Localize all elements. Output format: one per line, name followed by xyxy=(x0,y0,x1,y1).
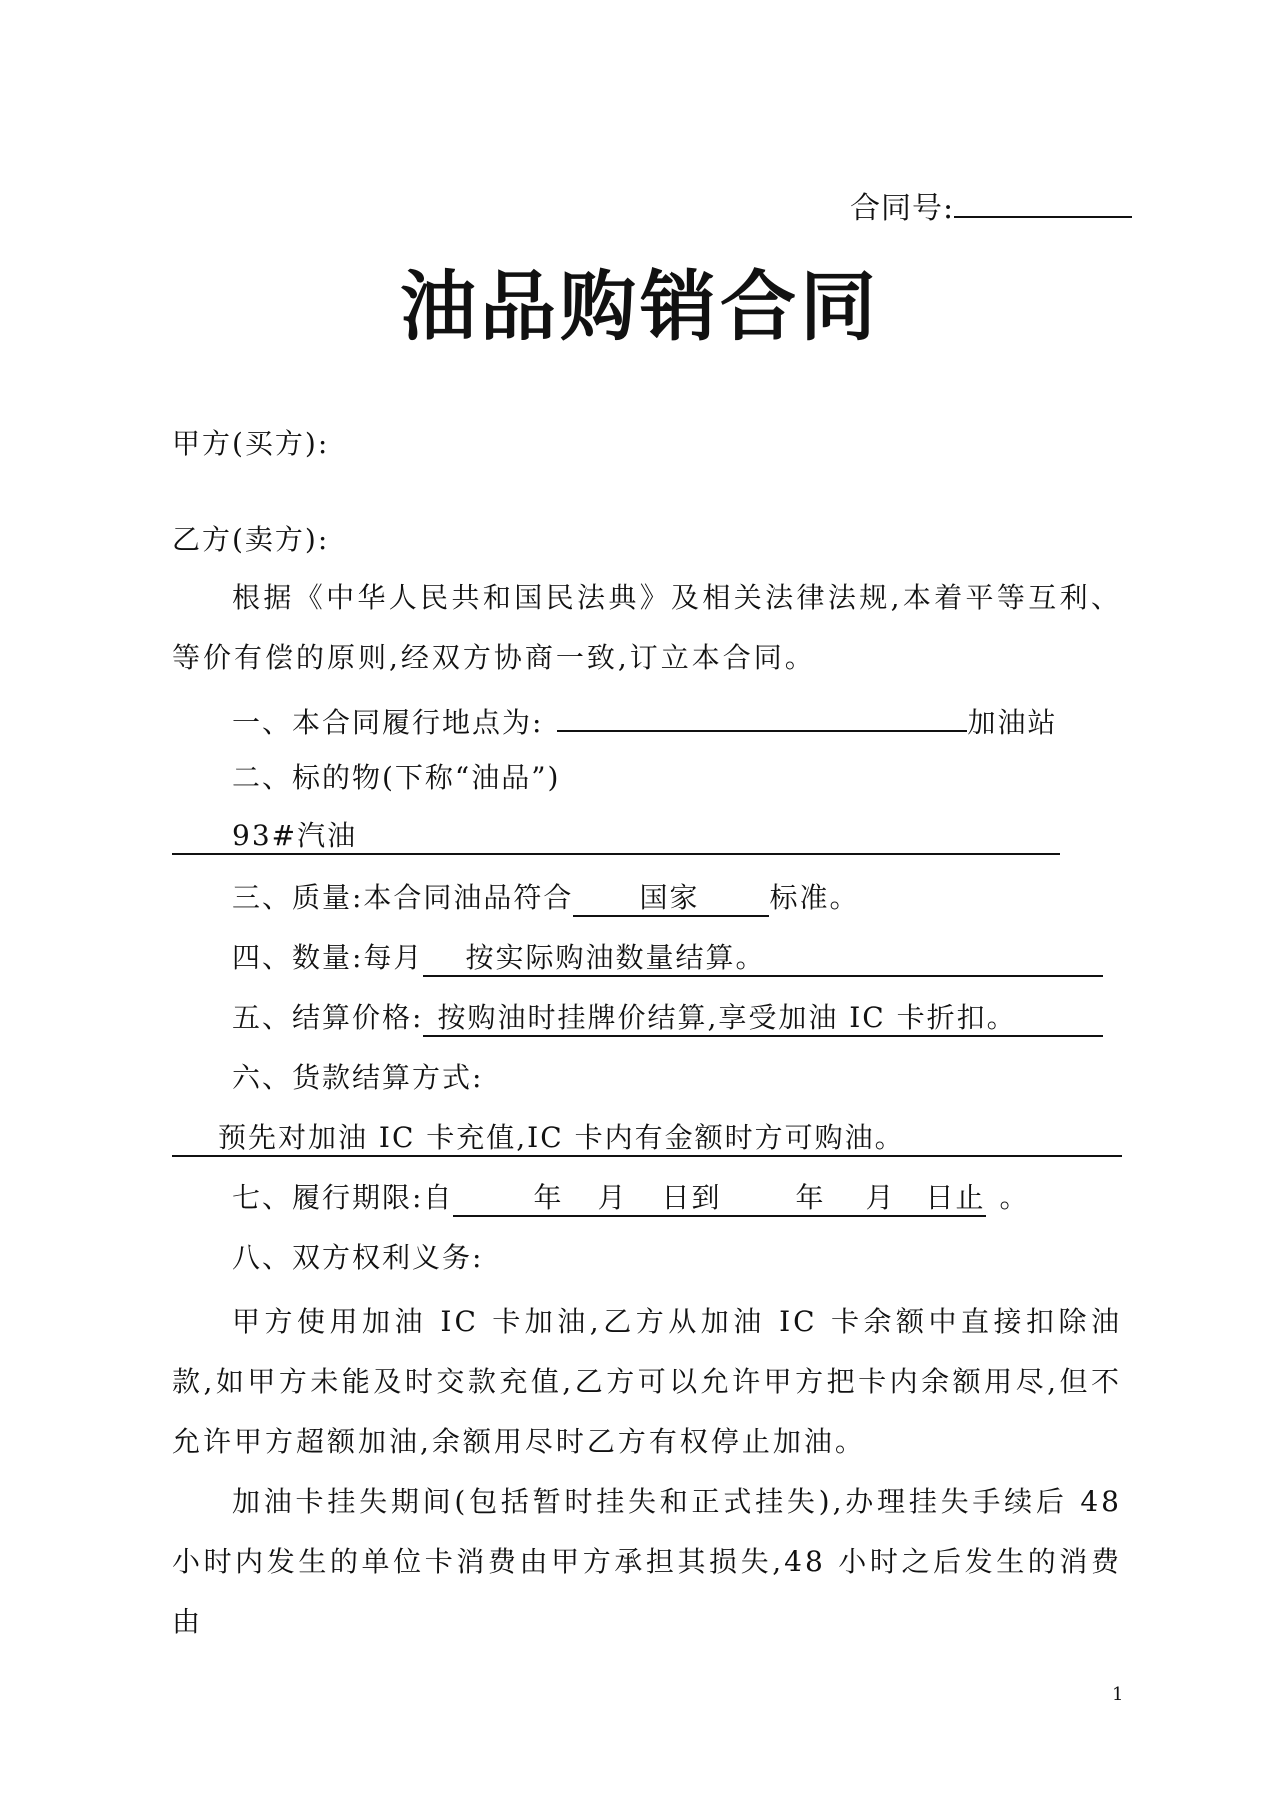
clause-3 xyxy=(232,878,859,918)
clause-6-value-line xyxy=(172,1118,1122,1158)
contract-number-label: 合同号: xyxy=(850,191,955,226)
contract-number xyxy=(850,184,1132,229)
rights-paragraph-1: 甲方使用加油 IC 卡加油,乙方从加油 IC 卡余额中直接扣除油款,如甲方未能及时交款充值,乙方可以允许甲方把卡内余额用尽,但不允许甲方超额加油,余额用尽时乙方有权停止加油。 xyxy=(172,1305,1122,1458)
clause-2-label: 二、标的物(下称“油品”) xyxy=(232,761,561,794)
page-number: 1 xyxy=(1112,1684,1124,1705)
intro-paragraph: 根据《中华人民共和国民法典》及相关法律法规,本着平等互利、等价有偿的原则,经双方协商一致,订立本合同。 xyxy=(172,581,1122,674)
party-a-label: 甲方(买方): xyxy=(172,427,330,460)
clause-7-start-day: 日到 xyxy=(661,1181,722,1214)
clause-6 xyxy=(232,1058,483,1098)
clause-7-start-month: 月 xyxy=(597,1181,628,1214)
contract-number-blank xyxy=(954,184,1132,218)
party-b xyxy=(172,520,329,560)
clause-5-prefix: 五、结算价格: xyxy=(232,1001,424,1034)
clause-3-value: 国家 xyxy=(573,881,769,917)
clause-6-value: 预先对加油 IC 卡充值,IC 卡内有金额时方可购油。 xyxy=(172,1121,1122,1157)
clause-5-value: 按购油时挂牌价结算,享受加油 IC 卡折扣。 xyxy=(423,1001,1103,1037)
document-title: 油品购销合同 xyxy=(400,262,880,351)
clause-7-end-year: 年 xyxy=(795,1181,826,1214)
clause-4 xyxy=(232,938,1103,978)
clause-3-prefix: 三、质量:本合同油品符合 xyxy=(232,881,574,914)
clause-2-value-line xyxy=(172,816,1060,856)
clause-1-blank xyxy=(557,698,967,732)
clause-2-value: 93#汽油 xyxy=(172,819,1060,855)
clause-7-end-month: 月 xyxy=(865,1181,896,1214)
clause-8 xyxy=(232,1238,483,1278)
clause-1 xyxy=(232,698,1057,743)
clause-6-label: 六、货款结算方式: xyxy=(232,1061,484,1094)
clause-1-prefix: 一、本合同履行地点为: xyxy=(232,706,544,739)
clause-7 xyxy=(232,1178,1030,1218)
clause-7-start-year: 年 xyxy=(533,1181,564,1214)
clause-4-value: 按实际购油数量结算。 xyxy=(423,941,1103,977)
party-b-label: 乙方(卖方): xyxy=(172,523,330,556)
clause-7-start-date xyxy=(453,1181,721,1217)
clause-1-suffix: 加油站 xyxy=(967,706,1058,739)
clause-4-prefix: 四、数量:每月 xyxy=(232,941,424,974)
clause-7-end-date xyxy=(721,1181,985,1217)
clause-7-end-day: 日止 xyxy=(925,1181,986,1214)
clause-8-label: 八、双方权利义务: xyxy=(232,1241,484,1274)
clause-3-suffix: 标准。 xyxy=(769,881,860,914)
rights-paragraph-2: 加油卡挂失期间(包括暂时挂失和正式挂失),办理挂失手续后 48 小时内发生的单位卡消费由甲方承担其损失,48 小时之后发生的消费由 xyxy=(172,1485,1122,1638)
clause-2 xyxy=(232,758,560,798)
clause-7-period: 。 xyxy=(999,1181,1030,1214)
clause-7-prefix: 七、履行期限:自 xyxy=(232,1181,454,1214)
clause-5 xyxy=(232,998,1103,1038)
party-a xyxy=(172,424,329,464)
